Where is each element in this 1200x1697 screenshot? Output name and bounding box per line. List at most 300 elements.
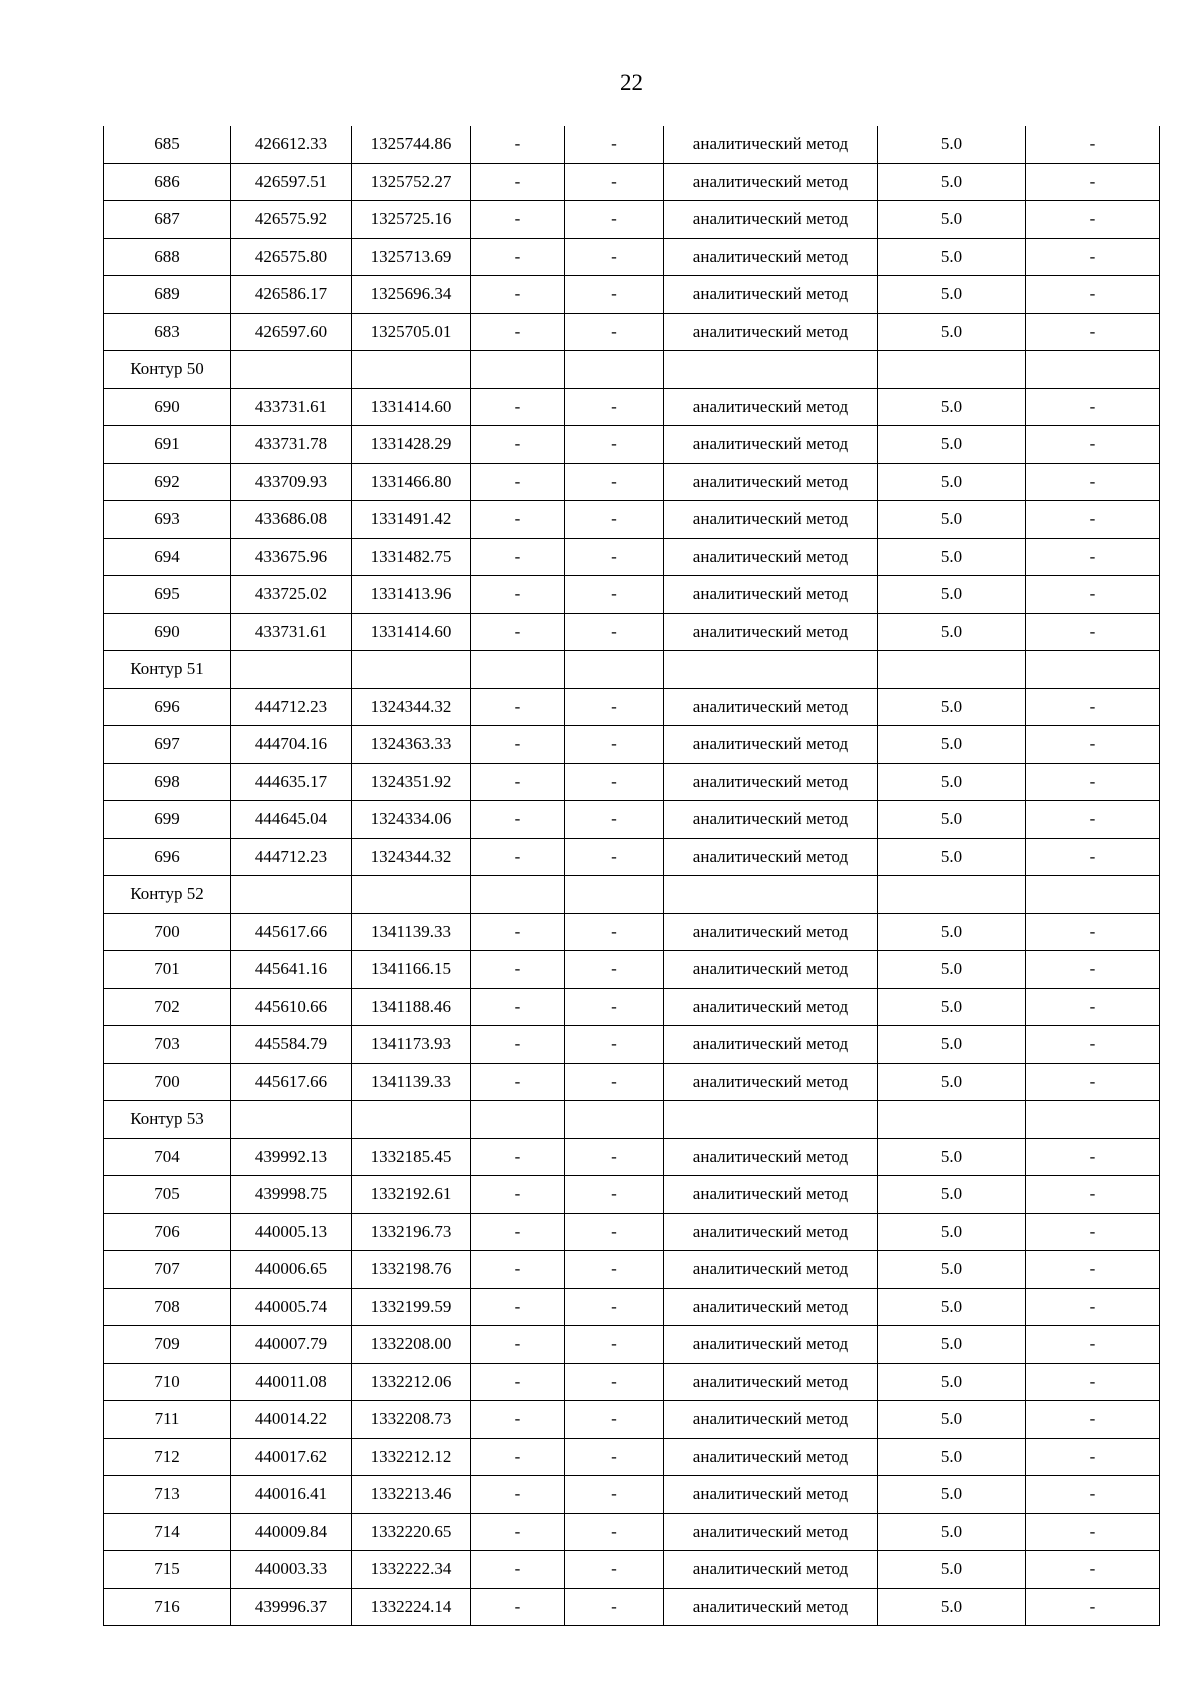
- y-coordinate-cell: 1332208.73: [352, 1401, 471, 1439]
- y-coordinate-cell: 1332212.06: [352, 1363, 471, 1401]
- method-cell: [664, 876, 878, 914]
- y-coordinate-cell: 1331491.42: [352, 501, 471, 539]
- method-cell: аналитический метод: [664, 1251, 878, 1289]
- y-coordinate-cell: 1332185.45: [352, 1138, 471, 1176]
- table-row: [104, 1288, 1160, 1326]
- x-coordinate-cell: 433686.08: [231, 501, 352, 539]
- empty-value-cell: -: [565, 201, 664, 239]
- accuracy-cell: [878, 1101, 1026, 1139]
- point-number-cell: 690: [104, 388, 231, 426]
- x-coordinate-cell: 439996.37: [231, 1588, 352, 1626]
- method-cell: аналитический метод: [664, 538, 878, 576]
- x-coordinate-cell: 439992.13: [231, 1138, 352, 1176]
- table-row: [104, 1476, 1160, 1514]
- x-coordinate-cell: 445617.66: [231, 1063, 352, 1101]
- x-coordinate-cell: 444712.23: [231, 838, 352, 876]
- table-row: [104, 313, 1160, 351]
- method-cell: аналитический метод: [664, 1363, 878, 1401]
- y-coordinate-cell: 1331428.29: [352, 426, 471, 464]
- empty-value-cell: -: [565, 726, 664, 764]
- x-coordinate-cell: 433675.96: [231, 538, 352, 576]
- empty-value-cell: -: [471, 576, 565, 614]
- table-row: [104, 501, 1160, 539]
- contour-label-cell: Контур 53: [104, 1101, 231, 1139]
- x-coordinate-cell: 440011.08: [231, 1363, 352, 1401]
- empty-value-cell: -: [471, 688, 565, 726]
- empty-value-cell: -: [1026, 1213, 1160, 1251]
- empty-value-cell: -: [565, 1326, 664, 1364]
- accuracy-cell: 5.0: [878, 763, 1026, 801]
- empty-value-cell: -: [471, 913, 565, 951]
- empty-value-cell: -: [1026, 426, 1160, 464]
- x-coordinate-cell: 426597.60: [231, 313, 352, 351]
- point-number-cell: 715: [104, 1551, 231, 1589]
- y-coordinate-cell: 1332213.46: [352, 1476, 471, 1514]
- table-row: [104, 1326, 1160, 1364]
- x-coordinate-cell: 439998.75: [231, 1176, 352, 1214]
- accuracy-cell: 5.0: [878, 688, 1026, 726]
- empty-value-cell: -: [565, 1251, 664, 1289]
- empty-value-cell: -: [1026, 1138, 1160, 1176]
- empty-value-cell: -: [565, 1438, 664, 1476]
- table-row: [104, 951, 1160, 989]
- point-number-cell: 701: [104, 951, 231, 989]
- y-coordinate-cell: 1331413.96: [352, 576, 471, 614]
- accuracy-cell: 5.0: [878, 426, 1026, 464]
- empty-value-cell: -: [565, 276, 664, 314]
- empty-value-cell: -: [471, 1588, 565, 1626]
- empty-value-cell: [471, 651, 565, 689]
- method-cell: аналитический метод: [664, 951, 878, 989]
- coordinates-table: [103, 126, 1160, 1626]
- y-coordinate-cell: 1324344.32: [352, 688, 471, 726]
- accuracy-cell: [878, 651, 1026, 689]
- x-coordinate-cell: 440014.22: [231, 1401, 352, 1439]
- x-coordinate-cell: [231, 876, 352, 914]
- point-number-cell: 702: [104, 988, 231, 1026]
- table-row: [104, 201, 1160, 239]
- method-cell: аналитический метод: [664, 838, 878, 876]
- empty-value-cell: [1026, 651, 1160, 689]
- y-coordinate-cell: 1331466.80: [352, 463, 471, 501]
- y-coordinate-cell: 1341139.33: [352, 913, 471, 951]
- point-number-cell: 697: [104, 726, 231, 764]
- y-coordinate-cell: 1341139.33: [352, 1063, 471, 1101]
- accuracy-cell: 5.0: [878, 1326, 1026, 1364]
- table-row: [104, 1588, 1160, 1626]
- y-coordinate-cell: [352, 651, 471, 689]
- point-number-cell: 705: [104, 1176, 231, 1214]
- empty-value-cell: -: [565, 1551, 664, 1589]
- empty-value-cell: -: [471, 1551, 565, 1589]
- accuracy-cell: 5.0: [878, 576, 1026, 614]
- contour-header-row: [104, 876, 1160, 914]
- point-number-cell: 696: [104, 688, 231, 726]
- method-cell: аналитический метод: [664, 1026, 878, 1064]
- empty-value-cell: -: [471, 163, 565, 201]
- empty-value-cell: -: [471, 1063, 565, 1101]
- x-coordinate-cell: 444645.04: [231, 801, 352, 839]
- empty-value-cell: -: [471, 313, 565, 351]
- accuracy-cell: 5.0: [878, 1476, 1026, 1514]
- empty-value-cell: -: [565, 313, 664, 351]
- method-cell: аналитический метод: [664, 801, 878, 839]
- x-coordinate-cell: 426575.80: [231, 238, 352, 276]
- empty-value-cell: -: [565, 1401, 664, 1439]
- point-number-cell: 699: [104, 801, 231, 839]
- empty-value-cell: -: [1026, 801, 1160, 839]
- empty-value-cell: -: [1026, 1026, 1160, 1064]
- empty-value-cell: -: [471, 838, 565, 876]
- y-coordinate-cell: 1324344.32: [352, 838, 471, 876]
- y-coordinate-cell: 1331414.60: [352, 613, 471, 651]
- point-number-cell: 713: [104, 1476, 231, 1514]
- x-coordinate-cell: 440006.65: [231, 1251, 352, 1289]
- table-row: [104, 126, 1160, 163]
- empty-value-cell: -: [565, 1063, 664, 1101]
- y-coordinate-cell: 1332198.76: [352, 1251, 471, 1289]
- accuracy-cell: 5.0: [878, 1026, 1026, 1064]
- empty-value-cell: -: [1026, 501, 1160, 539]
- contour-label-cell: Контур 52: [104, 876, 231, 914]
- empty-value-cell: -: [565, 913, 664, 951]
- x-coordinate-cell: 444712.23: [231, 688, 352, 726]
- accuracy-cell: 5.0: [878, 501, 1026, 539]
- contour-header-row: [104, 651, 1160, 689]
- point-number-cell: 686: [104, 163, 231, 201]
- y-coordinate-cell: 1325752.27: [352, 163, 471, 201]
- point-number-cell: 706: [104, 1213, 231, 1251]
- empty-value-cell: -: [565, 576, 664, 614]
- table-row: [104, 463, 1160, 501]
- table-row: [104, 838, 1160, 876]
- accuracy-cell: 5.0: [878, 163, 1026, 201]
- contour-header-row: [104, 351, 1160, 389]
- empty-value-cell: -: [1026, 276, 1160, 314]
- empty-value-cell: [565, 351, 664, 389]
- y-coordinate-cell: [352, 351, 471, 389]
- contour-header-row: [104, 1101, 1160, 1139]
- empty-value-cell: -: [565, 1026, 664, 1064]
- empty-value-cell: -: [471, 951, 565, 989]
- empty-value-cell: -: [1026, 613, 1160, 651]
- empty-value-cell: -: [471, 1476, 565, 1514]
- point-number-cell: 712: [104, 1438, 231, 1476]
- point-number-cell: 714: [104, 1513, 231, 1551]
- empty-value-cell: -: [1026, 763, 1160, 801]
- x-coordinate-cell: 445584.79: [231, 1026, 352, 1064]
- empty-value-cell: -: [1026, 1513, 1160, 1551]
- empty-value-cell: -: [565, 801, 664, 839]
- accuracy-cell: 5.0: [878, 238, 1026, 276]
- table-row: [104, 801, 1160, 839]
- empty-value-cell: -: [471, 1213, 565, 1251]
- table-row: [104, 426, 1160, 464]
- method-cell: аналитический метод: [664, 1326, 878, 1364]
- point-number-cell: 711: [104, 1401, 231, 1439]
- empty-value-cell: -: [471, 1176, 565, 1214]
- point-number-cell: 689: [104, 276, 231, 314]
- accuracy-cell: 5.0: [878, 1438, 1026, 1476]
- table-row: [104, 1401, 1160, 1439]
- empty-value-cell: -: [471, 1251, 565, 1289]
- method-cell: [664, 1101, 878, 1139]
- method-cell: аналитический метод: [664, 501, 878, 539]
- x-coordinate-cell: [231, 351, 352, 389]
- table-row: [104, 1513, 1160, 1551]
- empty-value-cell: -: [471, 1363, 565, 1401]
- accuracy-cell: 5.0: [878, 1551, 1026, 1589]
- table-row: [104, 238, 1160, 276]
- y-coordinate-cell: 1332208.00: [352, 1326, 471, 1364]
- method-cell: аналитический метод: [664, 1063, 878, 1101]
- accuracy-cell: 5.0: [878, 1588, 1026, 1626]
- table-row: [104, 163, 1160, 201]
- x-coordinate-cell: 440007.79: [231, 1326, 352, 1364]
- empty-value-cell: -: [1026, 163, 1160, 201]
- table-row: [104, 276, 1160, 314]
- empty-value-cell: [471, 351, 565, 389]
- empty-value-cell: -: [471, 1326, 565, 1364]
- y-coordinate-cell: [352, 1101, 471, 1139]
- y-coordinate-cell: 1331414.60: [352, 388, 471, 426]
- method-cell: аналитический метод: [664, 1288, 878, 1326]
- empty-value-cell: [471, 1101, 565, 1139]
- y-coordinate-cell: 1332220.65: [352, 1513, 471, 1551]
- contour-label-cell: Контур 51: [104, 651, 231, 689]
- y-coordinate-cell: 1332224.14: [352, 1588, 471, 1626]
- empty-value-cell: [1026, 1101, 1160, 1139]
- point-number-cell: 695: [104, 576, 231, 614]
- empty-value-cell: -: [1026, 313, 1160, 351]
- accuracy-cell: 5.0: [878, 913, 1026, 951]
- page-number: 22: [620, 70, 643, 95]
- empty-value-cell: [565, 1101, 664, 1139]
- accuracy-cell: 5.0: [878, 1251, 1026, 1289]
- point-number-cell: 685: [104, 126, 231, 163]
- empty-value-cell: -: [565, 238, 664, 276]
- empty-value-cell: -: [471, 801, 565, 839]
- x-coordinate-cell: 440005.13: [231, 1213, 352, 1251]
- empty-value-cell: -: [1026, 1063, 1160, 1101]
- empty-value-cell: -: [471, 1026, 565, 1064]
- empty-value-cell: -: [565, 613, 664, 651]
- table-row: [104, 988, 1160, 1026]
- accuracy-cell: 5.0: [878, 313, 1026, 351]
- y-coordinate-cell: 1325696.34: [352, 276, 471, 314]
- table-row: [104, 388, 1160, 426]
- table-row: [104, 538, 1160, 576]
- accuracy-cell: 5.0: [878, 538, 1026, 576]
- y-coordinate-cell: 1324334.06: [352, 801, 471, 839]
- y-coordinate-cell: 1331482.75: [352, 538, 471, 576]
- method-cell: аналитический метод: [664, 463, 878, 501]
- empty-value-cell: -: [471, 238, 565, 276]
- y-coordinate-cell: 1332196.73: [352, 1213, 471, 1251]
- empty-value-cell: -: [1026, 726, 1160, 764]
- x-coordinate-cell: 444704.16: [231, 726, 352, 764]
- accuracy-cell: 5.0: [878, 951, 1026, 989]
- empty-value-cell: -: [1026, 988, 1160, 1026]
- x-coordinate-cell: 445641.16: [231, 951, 352, 989]
- point-number-cell: 692: [104, 463, 231, 501]
- accuracy-cell: 5.0: [878, 988, 1026, 1026]
- empty-value-cell: -: [1026, 1401, 1160, 1439]
- x-coordinate-cell: 444635.17: [231, 763, 352, 801]
- empty-value-cell: -: [565, 1513, 664, 1551]
- method-cell: аналитический метод: [664, 688, 878, 726]
- accuracy-cell: 5.0: [878, 726, 1026, 764]
- y-coordinate-cell: 1325713.69: [352, 238, 471, 276]
- accuracy-cell: 5.0: [878, 838, 1026, 876]
- point-number-cell: 698: [104, 763, 231, 801]
- accuracy-cell: 5.0: [878, 613, 1026, 651]
- method-cell: аналитический метод: [664, 726, 878, 764]
- x-coordinate-cell: 433709.93: [231, 463, 352, 501]
- accuracy-cell: 5.0: [878, 276, 1026, 314]
- table-row: [104, 1251, 1160, 1289]
- accuracy-cell: 5.0: [878, 1213, 1026, 1251]
- table-row: [104, 1176, 1160, 1214]
- x-coordinate-cell: 426597.51: [231, 163, 352, 201]
- x-coordinate-cell: 433725.02: [231, 576, 352, 614]
- empty-value-cell: -: [565, 988, 664, 1026]
- point-number-cell: 709: [104, 1326, 231, 1364]
- table-row: [104, 1363, 1160, 1401]
- table-body: [104, 126, 1160, 1626]
- table-row: [104, 1213, 1160, 1251]
- empty-value-cell: -: [1026, 688, 1160, 726]
- x-coordinate-cell: 445617.66: [231, 913, 352, 951]
- empty-value-cell: -: [565, 463, 664, 501]
- empty-value-cell: -: [565, 838, 664, 876]
- y-coordinate-cell: 1332222.34: [352, 1551, 471, 1589]
- empty-value-cell: -: [471, 988, 565, 1026]
- table-row: [104, 1026, 1160, 1064]
- x-coordinate-cell: 426586.17: [231, 276, 352, 314]
- point-number-cell: 688: [104, 238, 231, 276]
- empty-value-cell: -: [1026, 1588, 1160, 1626]
- table-row: [104, 1063, 1160, 1101]
- x-coordinate-cell: 433731.78: [231, 426, 352, 464]
- y-coordinate-cell: [352, 876, 471, 914]
- method-cell: аналитический метод: [664, 1213, 878, 1251]
- x-coordinate-cell: 440017.62: [231, 1438, 352, 1476]
- y-coordinate-cell: 1325725.16: [352, 201, 471, 239]
- point-number-cell: 703: [104, 1026, 231, 1064]
- accuracy-cell: 5.0: [878, 1176, 1026, 1214]
- empty-value-cell: -: [565, 1363, 664, 1401]
- empty-value-cell: -: [1026, 1363, 1160, 1401]
- empty-value-cell: -: [565, 763, 664, 801]
- point-number-cell: 716: [104, 1588, 231, 1626]
- empty-value-cell: -: [565, 1176, 664, 1214]
- empty-value-cell: [565, 651, 664, 689]
- empty-value-cell: -: [471, 276, 565, 314]
- method-cell: аналитический метод: [664, 1476, 878, 1514]
- empty-value-cell: -: [1026, 388, 1160, 426]
- empty-value-cell: -: [471, 613, 565, 651]
- accuracy-cell: 5.0: [878, 1063, 1026, 1101]
- empty-value-cell: -: [565, 951, 664, 989]
- method-cell: аналитический метод: [664, 276, 878, 314]
- empty-value-cell: -: [471, 201, 565, 239]
- method-cell: аналитический метод: [664, 763, 878, 801]
- empty-value-cell: -: [471, 126, 565, 163]
- empty-value-cell: -: [1026, 1251, 1160, 1289]
- y-coordinate-cell: 1341173.93: [352, 1026, 471, 1064]
- x-coordinate-cell: 433731.61: [231, 613, 352, 651]
- y-coordinate-cell: 1324351.92: [352, 763, 471, 801]
- y-coordinate-cell: 1332212.12: [352, 1438, 471, 1476]
- point-number-cell: 707: [104, 1251, 231, 1289]
- method-cell: аналитический метод: [664, 126, 878, 163]
- accuracy-cell: 5.0: [878, 1288, 1026, 1326]
- empty-value-cell: -: [471, 1401, 565, 1439]
- accuracy-cell: 5.0: [878, 126, 1026, 163]
- empty-value-cell: -: [565, 501, 664, 539]
- accuracy-cell: 5.0: [878, 463, 1026, 501]
- empty-value-cell: -: [565, 538, 664, 576]
- empty-value-cell: -: [1026, 838, 1160, 876]
- point-number-cell: 691: [104, 426, 231, 464]
- method-cell: аналитический метод: [664, 313, 878, 351]
- method-cell: аналитический метод: [664, 988, 878, 1026]
- empty-value-cell: -: [471, 1438, 565, 1476]
- y-coordinate-cell: 1341166.15: [352, 951, 471, 989]
- method-cell: аналитический метод: [664, 613, 878, 651]
- empty-value-cell: -: [471, 1138, 565, 1176]
- method-cell: аналитический метод: [664, 1176, 878, 1214]
- y-coordinate-cell: 1325705.01: [352, 313, 471, 351]
- empty-value-cell: -: [565, 1138, 664, 1176]
- accuracy-cell: 5.0: [878, 201, 1026, 239]
- table-row: [104, 1138, 1160, 1176]
- x-coordinate-cell: 433731.61: [231, 388, 352, 426]
- x-coordinate-cell: 440009.84: [231, 1513, 352, 1551]
- empty-value-cell: -: [1026, 1326, 1160, 1364]
- table-row: [104, 726, 1160, 764]
- point-number-cell: 693: [104, 501, 231, 539]
- accuracy-cell: [878, 876, 1026, 914]
- empty-value-cell: -: [1026, 201, 1160, 239]
- x-coordinate-cell: 440016.41: [231, 1476, 352, 1514]
- accuracy-cell: 5.0: [878, 801, 1026, 839]
- contour-label-cell: Контур 50: [104, 351, 231, 389]
- empty-value-cell: -: [1026, 1438, 1160, 1476]
- method-cell: аналитический метод: [664, 388, 878, 426]
- method-cell: аналитический метод: [664, 576, 878, 614]
- method-cell: аналитический метод: [664, 238, 878, 276]
- empty-value-cell: [1026, 351, 1160, 389]
- method-cell: аналитический метод: [664, 1551, 878, 1589]
- point-number-cell: 700: [104, 1063, 231, 1101]
- empty-value-cell: -: [471, 763, 565, 801]
- table-row: [104, 763, 1160, 801]
- point-number-cell: 690: [104, 613, 231, 651]
- method-cell: аналитический метод: [664, 426, 878, 464]
- empty-value-cell: -: [471, 538, 565, 576]
- point-number-cell: 700: [104, 913, 231, 951]
- empty-value-cell: -: [565, 1476, 664, 1514]
- method-cell: аналитический метод: [664, 1138, 878, 1176]
- table-row: [104, 1438, 1160, 1476]
- accuracy-cell: 5.0: [878, 1363, 1026, 1401]
- method-cell: аналитический метод: [664, 1401, 878, 1439]
- empty-value-cell: -: [1026, 238, 1160, 276]
- y-coordinate-cell: 1332199.59: [352, 1288, 471, 1326]
- method-cell: аналитический метод: [664, 1513, 878, 1551]
